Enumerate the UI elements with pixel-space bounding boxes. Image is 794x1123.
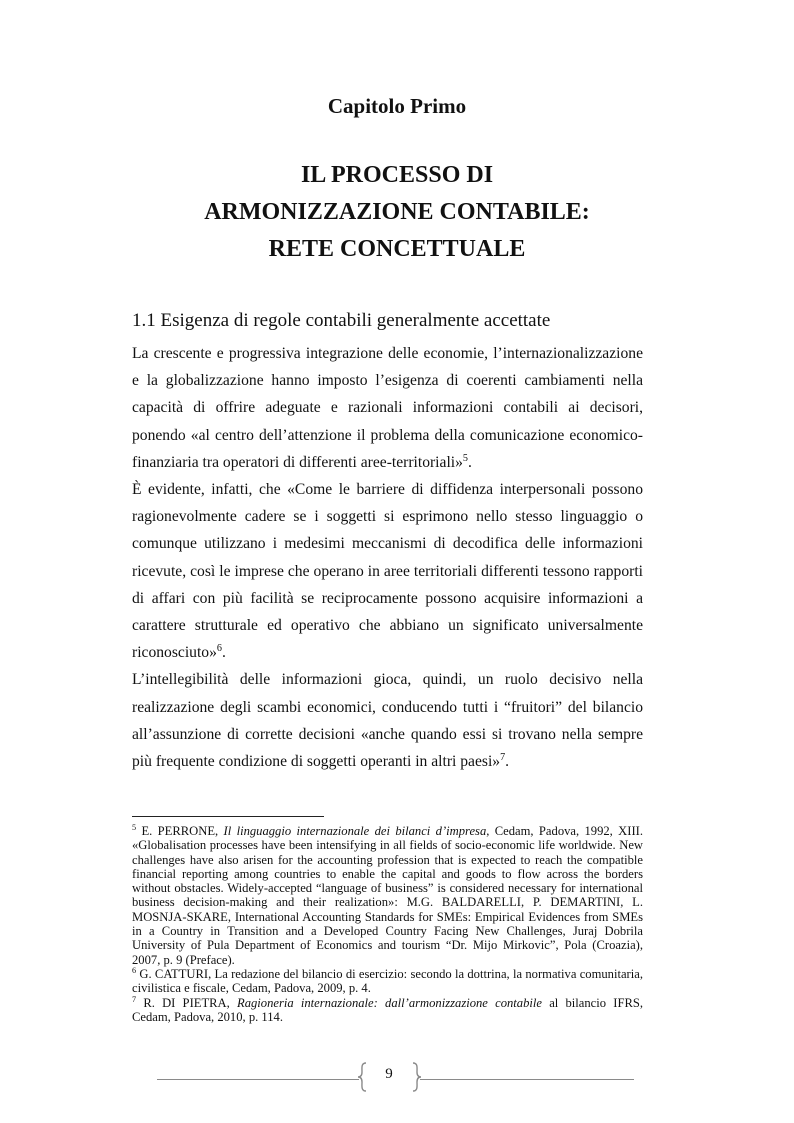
paragraph-end: . — [467, 453, 472, 471]
footnote-reference: 7 — [500, 751, 506, 763]
paragraph-text: È evidente, infatti, che «Come le barriere di diffidenza interpersonali possono ragionevolmente cadere se i soggetti si esprimono nello stesso linguaggio o comunque utilizzano i medesimi meccanismi di decodifica delle informazioni ricevute, così le imprese che operano in aree territoriali differenti tessono rapporti di affari con più facilità se reciprocamente possono acquisire informazioni a carattere strutturale ed operativo che abbiano un significato universalmente riconosciuto» — [132, 481, 643, 662]
paragraph-end: . — [505, 753, 510, 771]
paragraph-text: L’intellegibilità delle informazioni gioca, quindi, un ruolo decisivo nella realizzazione degli scambi economici, conducendo tutti i “fruitori” del bilancio all’assunzione di corrette decisioni «anche quando essi si trovano nella sempre più frequente condizione di soggetti operanti in altri paesi» — [132, 671, 643, 771]
footnote-text-rest: al bilancio IFRS, Cedam, Padova, 2010, p. 114. — [132, 995, 644, 1024]
page-number: 9 — [385, 1066, 393, 1082]
footnote-text: R. DI PIETRA, — [143, 995, 230, 1010]
paragraph — [132, 476, 643, 666]
footnote-number: 6 — [132, 965, 137, 975]
paragraph — [132, 340, 643, 476]
footnote-text: G. CATTURI, La redazione del bilancio di esercizio: secondo la dottrina, la normativa comunitaria, civilistica e fiscale, Cedam, Padova, 2009, p. 4. — [132, 966, 643, 996]
footnote-number: 7 — [132, 994, 137, 1004]
chapter-label: Capitolo Primo — [327, 94, 467, 118]
footer-rule-left — [157, 1079, 359, 1080]
footnote-reference: 6 — [216, 643, 222, 655]
footnotes — [132, 824, 643, 1024]
footnote-number: 5 — [132, 822, 137, 832]
paragraph-end: . — [221, 644, 226, 662]
footnote-title: Ragioneria internazionale: dall’armonizzazione contabile — [237, 995, 542, 1010]
chapter-title — [0, 157, 794, 268]
footer-rule-right — [420, 1079, 634, 1080]
footnote-reference: 5 — [462, 452, 468, 464]
section-heading: 1.1 Esigenza di regole contabili generalmente accettate — [132, 310, 551, 331]
page-footer — [0, 1062, 794, 1088]
chapter-title-line: RETE CONCETTUALE — [268, 236, 526, 262]
footnote-title: Il linguaggio internazionale dei bilanci d’impresa — [223, 824, 487, 838]
chapter-title-line: IL PROCESSO DI — [300, 162, 494, 188]
right-brace-icon — [411, 1062, 423, 1092]
footnote-separator — [132, 816, 324, 817]
footnote — [132, 996, 643, 1025]
footnote — [132, 967, 643, 996]
paragraph-text: La crescente e progressiva integrazione delle economie, l’internazionalizzazione e la globalizzazione hanno imposto l’esigenza di coerenti cambiamenti nella capacità di offrire adeguate e razionali informazioni contabili ai decisori, ponendo «al centro dell’attenzione il problema della comunicazione economico-finanziaria tra operatori di differenti aree-territoriali» — [132, 345, 643, 471]
footnote — [132, 824, 643, 967]
footnote-text-rest: , Cedam, Padova, 1992, XIII. «Globalisation processes have been intensifying in all fields of socio-economic life worldwide. New challenges have also arisen for the accounting profession that is expected to reach the compatible financial reporting among countries to enable the capital and goods to flow across the borders without obstacles. Widely-accepted “language of business” is considered necessary for international business decision-making and their realization»: M.G. BALDARELLI, P. DEMARTINI, L. MOSNJA-SKARE, International Accounting Standards for SMEs: Empirical Evidences from SMEs in a Country in Transition and a Developed Country Facing New Challenges, Juraj Dobrila University of Pula Department of Economics and tourism “Dr. Mijo Mirkovic”, Pola (Croazia), 2007, p. 9 (Preface). — [132, 824, 644, 967]
body-text — [132, 340, 643, 775]
paragraph — [132, 666, 643, 775]
chapter-title-line: ARMONIZZAZIONE CONTABILE: — [204, 199, 590, 225]
footnote-text: E. PERRONE, — [141, 824, 219, 838]
